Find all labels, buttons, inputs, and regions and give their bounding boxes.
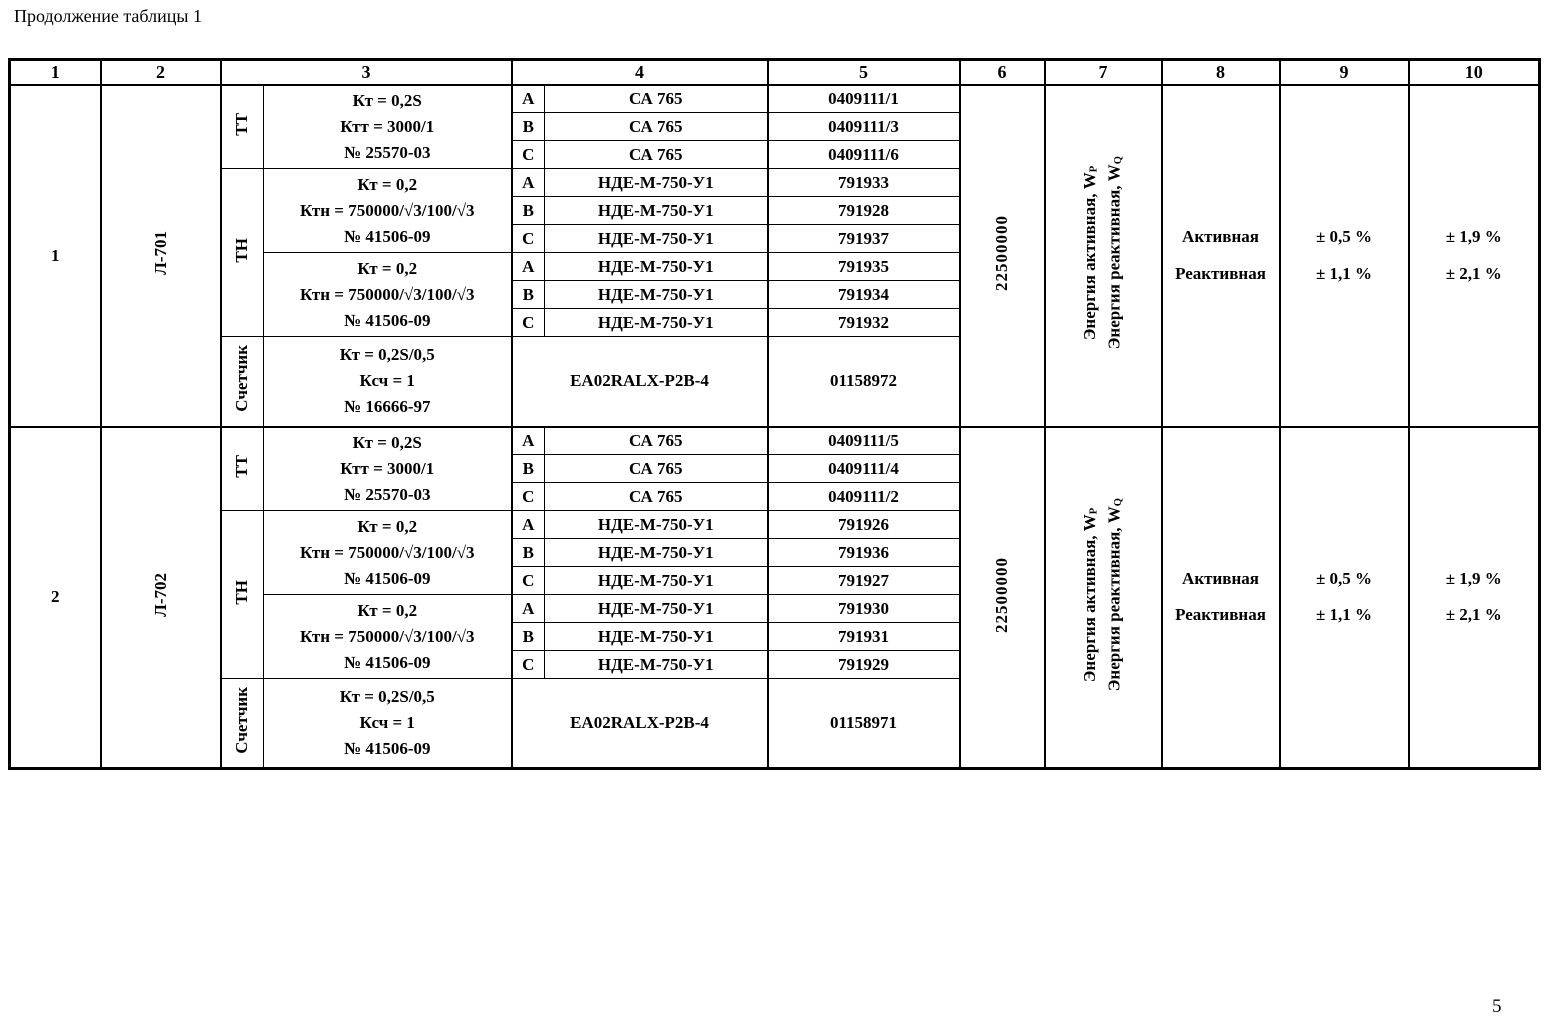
energy-reactive-sub: Q	[1113, 498, 1125, 507]
phase-cell: В	[512, 539, 545, 567]
col-header-6: 6	[960, 60, 1045, 85]
line-cell	[101, 85, 221, 427]
energy-name-reactive: Реактивная	[1175, 263, 1266, 283]
param-line: Ктн = 750000/√3/100/√3	[299, 626, 475, 646]
serial-cell: 791926	[768, 511, 960, 539]
device-cell: СА 765	[545, 427, 768, 455]
line-cell	[101, 427, 221, 769]
counter-serial-cell: 01158972	[768, 337, 960, 427]
param-line: Ксч = 1	[359, 371, 415, 391]
device-cell: НДЕ-М-750-У1	[545, 651, 768, 679]
serial-cell: 0409111/3	[768, 113, 960, 141]
phase-cell: А	[512, 595, 545, 623]
accuracy-active: ± 0,5 %	[1315, 227, 1373, 247]
energy-active-label: Энергия активная, W	[1080, 172, 1100, 341]
tt-params-cell	[264, 427, 512, 511]
energy-active-label: Энергия активная, W	[1080, 514, 1100, 682]
serial-cell: 0409111/5	[768, 427, 960, 455]
accuracy-cell	[1280, 427, 1409, 769]
counter-device-cell: EA02RALX-P2B-4	[512, 337, 768, 427]
counter-device-cell: EA02RALX-P2B-4	[512, 679, 768, 769]
total-energy-cell	[960, 85, 1045, 427]
phase-cell: С	[512, 651, 545, 679]
uncertainty-cell	[1409, 427, 1540, 769]
accuracy-reactive: ± 1,1 %	[1315, 263, 1373, 283]
param-line: № 41506-09	[344, 568, 431, 588]
param-line: № 41506-09	[344, 310, 431, 330]
device-cell: НДЕ-М-750-У1	[545, 309, 768, 337]
param-line: Кт = 0,2	[357, 258, 418, 278]
equip-type-cell-tt	[221, 427, 264, 511]
serial-cell: 0409111/2	[768, 483, 960, 511]
energy-kinds-text	[1078, 156, 1127, 349]
uncertainty-active: ± 1,9 %	[1445, 568, 1502, 588]
total-energy-value: 22500000	[992, 556, 1011, 633]
energy-name-active: Активная	[1182, 227, 1259, 247]
col-header-1: 1	[10, 60, 101, 85]
device-cell: НДЕ-М-750-У1	[545, 539, 768, 567]
serial-cell: 791932	[768, 309, 960, 337]
phase-cell: В	[512, 113, 545, 141]
device-cell: СА 765	[545, 483, 768, 511]
tn-params-cell	[264, 511, 512, 595]
energy-reactive-sub: Q	[1113, 156, 1125, 165]
energy-name-active: Активная	[1182, 568, 1259, 588]
energy-names-cell	[1162, 85, 1280, 427]
line-label: Л-701	[150, 231, 170, 275]
energy-reactive-label: Энергия реактивная, W	[1105, 506, 1124, 692]
phase-cell: А	[512, 511, 545, 539]
param-line: Кт = 0,2	[357, 600, 418, 620]
serial-cell: 791931	[768, 623, 960, 651]
phase-cell: А	[512, 169, 545, 197]
phase-cell: В	[512, 455, 545, 483]
equip-type-cell-counter	[221, 679, 264, 769]
param-line: Кт = 0,2	[357, 174, 418, 194]
equip-type-cell-tn	[221, 511, 264, 679]
col-header-8: 8	[1162, 60, 1280, 85]
device-cell: НДЕ-М-750-У1	[545, 197, 768, 225]
device-cell: НДЕ-М-750-У1	[545, 253, 768, 281]
serial-cell: 791937	[768, 225, 960, 253]
tn-params-cell	[264, 595, 512, 679]
uncertainty-reactive: ± 2,1 %	[1445, 263, 1502, 283]
phase-cell: С	[512, 225, 545, 253]
param-line: Кт = 0,2	[357, 516, 418, 536]
col-header-5: 5	[768, 60, 960, 85]
device-cell: НДЕ-М-750-У1	[545, 567, 768, 595]
serial-cell: 791933	[768, 169, 960, 197]
param-line: Кт = 0,2S	[352, 90, 422, 110]
continuation-title: Продолжение таблицы 1	[14, 6, 202, 26]
energy-names-cell	[1162, 427, 1280, 769]
col-header-9: 9	[1280, 60, 1409, 85]
uncertainty-reactive: ± 2,1 %	[1445, 605, 1502, 625]
param-line: № 41506-09	[344, 739, 431, 758]
uncertainty-cell	[1409, 85, 1540, 427]
counter-params-cell	[264, 337, 512, 427]
accuracy-reactive: ± 1,1 %	[1315, 605, 1373, 625]
param-line: Ктт = 3000/1	[340, 116, 435, 136]
param-line: № 25570-03	[344, 142, 431, 162]
counter-serial-cell: 01158971	[768, 679, 960, 769]
serial-cell: 0409111/4	[768, 455, 960, 483]
device-cell: СА 765	[545, 455, 768, 483]
phase-cell: С	[512, 483, 545, 511]
total-energy-cell	[960, 427, 1045, 769]
param-line: Кт = 0,2S/0,5	[339, 345, 435, 365]
tt-label: ТТ	[232, 112, 252, 136]
accuracy-cell	[1280, 85, 1409, 427]
device-cell: СА 765	[545, 141, 768, 169]
serial-cell: 0409111/6	[768, 141, 960, 169]
accuracy-active: ± 0,5 %	[1315, 568, 1373, 588]
device-cell: НДЕ-М-750-У1	[545, 511, 768, 539]
param-line: Ктн = 750000/√3/100/√3	[299, 200, 475, 220]
device-cell: НДЕ-М-750-У1	[545, 225, 768, 253]
metering-table	[8, 58, 1541, 770]
counter-label: Счетчик	[232, 687, 252, 754]
phase-cell: С	[512, 309, 545, 337]
row-number-cell: 1	[10, 85, 101, 427]
param-line: Ктн = 750000/√3/100/√3	[299, 542, 475, 562]
counter-label: Счетчик	[232, 345, 252, 413]
param-line: № 41506-09	[344, 652, 431, 672]
equip-type-cell-tt	[221, 85, 264, 169]
serial-cell: 791928	[768, 197, 960, 225]
param-line: № 25570-03	[344, 484, 431, 504]
row-number-cell: 2	[10, 427, 101, 769]
col-header-7: 7	[1045, 60, 1162, 85]
phase-cell: С	[512, 141, 545, 169]
energy-name-reactive: Реактивная	[1175, 605, 1266, 625]
col-header-3: 3	[221, 60, 512, 85]
param-line: Ктн = 750000/√3/100/√3	[299, 284, 475, 304]
serial-cell: 791929	[768, 651, 960, 679]
param-line: Ктт = 3000/1	[340, 458, 435, 478]
line-label: Л-702	[150, 572, 170, 617]
phase-cell: В	[512, 623, 545, 651]
param-line: № 16666-97	[344, 397, 431, 417]
param-line: № 41506-09	[344, 226, 431, 246]
serial-cell: 791934	[768, 281, 960, 309]
param-line: Кт = 0,2S/0,5	[339, 687, 435, 706]
device-cell: НДЕ-М-750-У1	[545, 169, 768, 197]
serial-cell: 791927	[768, 567, 960, 595]
tn-label: ТН	[232, 237, 252, 263]
device-cell: НДЕ-М-750-У1	[545, 281, 768, 309]
serial-cell: 0409111/1	[768, 85, 960, 113]
param-line: Кт = 0,2S	[352, 432, 422, 452]
energy-reactive-label: Энергия реактивная, W	[1105, 164, 1124, 350]
device-cell: СА 765	[545, 113, 768, 141]
device-cell: СА 765	[545, 85, 768, 113]
serial-cell: 791935	[768, 253, 960, 281]
uncertainty-active: ± 1,9 %	[1445, 227, 1502, 247]
equip-type-cell-tn	[221, 169, 264, 337]
total-energy-value: 22500000	[992, 215, 1011, 291]
phase-cell: А	[512, 427, 545, 455]
phase-cell: А	[512, 85, 545, 113]
device-cell: НДЕ-М-750-У1	[545, 595, 768, 623]
col-header-2: 2	[101, 60, 221, 85]
energy-kinds-cell	[1045, 427, 1162, 769]
phase-cell: В	[512, 197, 545, 225]
energy-active-sub: P	[1088, 507, 1100, 515]
tn-label: ТН	[232, 579, 252, 605]
energy-kinds-text	[1078, 498, 1127, 691]
counter-params-cell	[264, 679, 512, 769]
energy-active-sub: P	[1088, 165, 1100, 173]
phase-cell: В	[512, 281, 545, 309]
serial-cell: 791930	[768, 595, 960, 623]
serial-cell: 791936	[768, 539, 960, 567]
phase-cell: А	[512, 253, 545, 281]
col-header-4: 4	[512, 60, 768, 85]
energy-kinds-cell	[1045, 85, 1162, 427]
equip-type-cell-counter	[221, 337, 264, 427]
tn-params-cell	[264, 169, 512, 253]
col-header-10: 10	[1409, 60, 1540, 85]
tt-params-cell	[264, 85, 512, 169]
tt-label: ТТ	[232, 454, 252, 478]
tn-params-cell	[264, 253, 512, 337]
phase-cell: С	[512, 567, 545, 595]
param-line: Ксч = 1	[359, 713, 415, 732]
page-number: 5	[1492, 996, 1502, 1017]
device-cell: НДЕ-М-750-У1	[545, 623, 768, 651]
